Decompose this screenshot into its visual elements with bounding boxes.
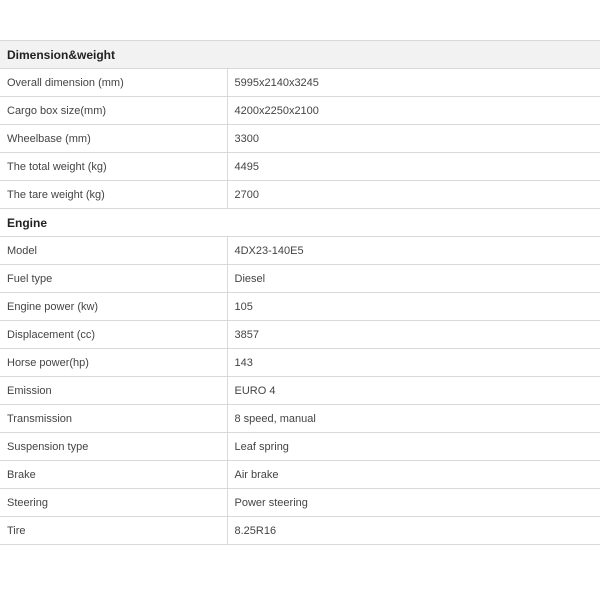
table-row [0, 461, 600, 489]
table-row [0, 517, 600, 545]
table-row [0, 237, 600, 265]
spec-value: Air brake [227, 461, 600, 489]
table-row [0, 405, 600, 433]
spec-value: Leaf spring [227, 433, 600, 461]
spec-value: Power steering [227, 489, 600, 517]
spec-table [0, 40, 600, 545]
spec-label: Suspension type [0, 433, 227, 461]
spec-label: Displacement (cc) [0, 321, 227, 349]
spec-label: Engine power (kw) [0, 293, 227, 321]
spec-value: 143 [227, 349, 600, 377]
spec-label: Tire [0, 517, 227, 545]
spec-label: The tare weight (kg) [0, 181, 227, 209]
spec-value: 4200x2250x2100 [227, 97, 600, 125]
table-row [0, 321, 600, 349]
table-row [0, 265, 600, 293]
table-row [0, 433, 600, 461]
spec-value: 105 [227, 293, 600, 321]
spec-label: Steering [0, 489, 227, 517]
spec-label: Model [0, 237, 227, 265]
section-header-engine [0, 209, 600, 237]
spec-label: Cargo box size(mm) [0, 97, 227, 125]
table-row [0, 97, 600, 125]
section-title: Dimension&weight [0, 41, 600, 69]
table-row [0, 181, 600, 209]
spec-value: Diesel [227, 265, 600, 293]
spec-label: Brake [0, 461, 227, 489]
spec-value: 3857 [227, 321, 600, 349]
table-row [0, 125, 600, 153]
table-row [0, 293, 600, 321]
spec-value: 5995x2140x3245 [227, 69, 600, 97]
spec-value: 3300 [227, 125, 600, 153]
table-row [0, 349, 600, 377]
spec-value: 8 speed, manual [227, 405, 600, 433]
spec-label: Emission [0, 377, 227, 405]
spec-label: Wheelbase (mm) [0, 125, 227, 153]
spec-value: EURO 4 [227, 377, 600, 405]
table-row [0, 153, 600, 181]
spec-value: 4DX23-140E5 [227, 237, 600, 265]
table-row [0, 69, 600, 97]
table-row [0, 377, 600, 405]
spec-label: Overall dimension (mm) [0, 69, 227, 97]
table-row [0, 489, 600, 517]
spec-value: 8.25R16 [227, 517, 600, 545]
spec-label: Transmission [0, 405, 227, 433]
spec-value: 4495 [227, 153, 600, 181]
spec-label: Fuel type [0, 265, 227, 293]
section-header-dimension-weight [0, 41, 600, 69]
spec-label: Horse power(hp) [0, 349, 227, 377]
spec-label: The total weight (kg) [0, 153, 227, 181]
section-title: Engine [0, 209, 600, 237]
spec-value: 2700 [227, 181, 600, 209]
